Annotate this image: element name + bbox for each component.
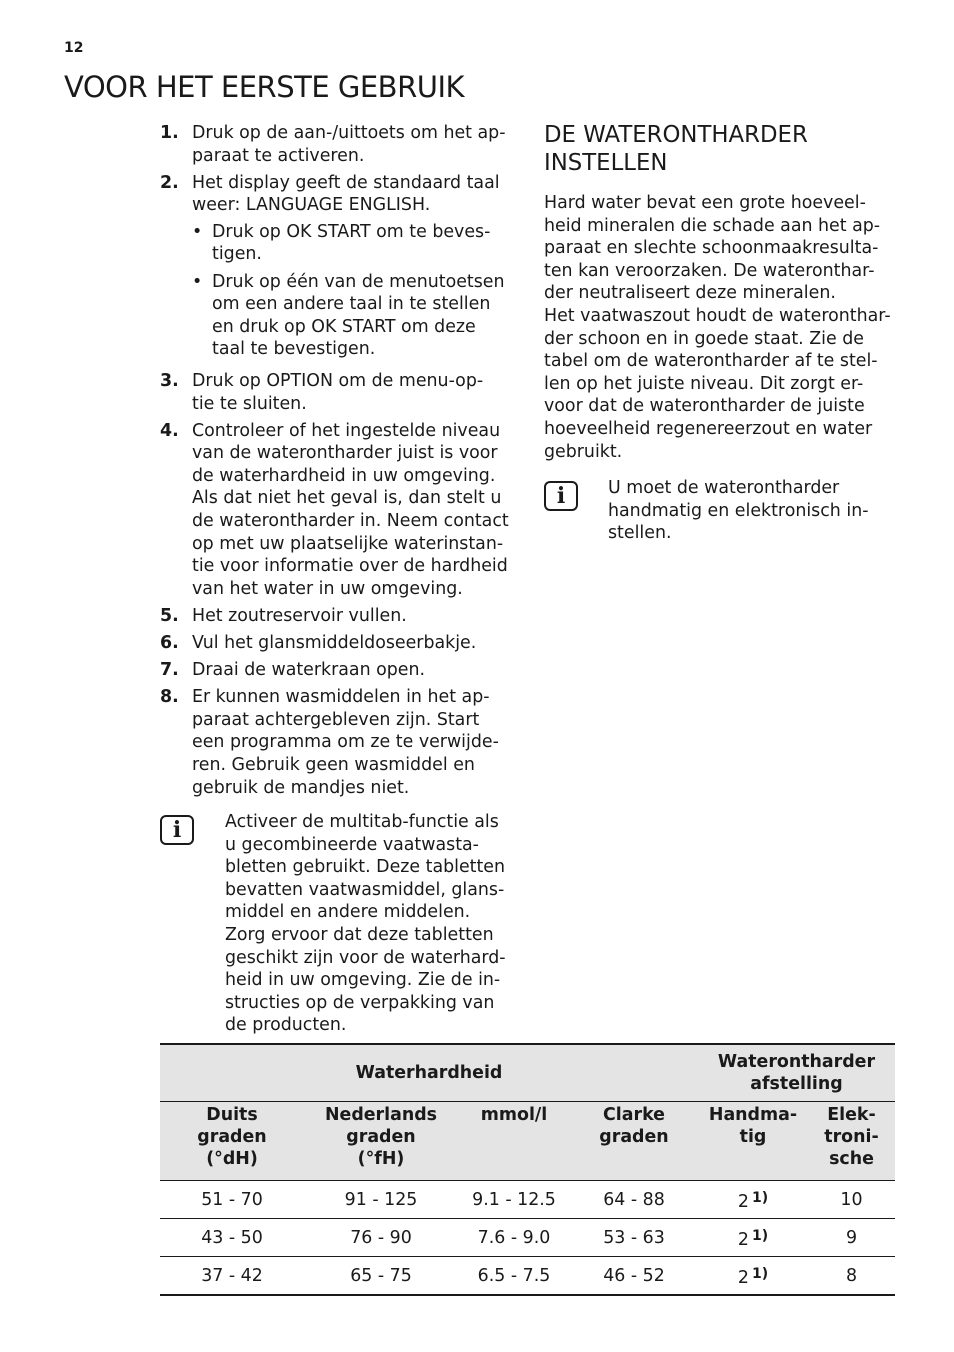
footnote-mark: 1) [751, 1227, 769, 1244]
manual-value: 2 [737, 1267, 749, 1288]
table-column-header [160, 1102, 895, 1181]
step-text: Druk op de aan-/uittoets om het ap- paraat te activeren. [192, 123, 506, 166]
section-paragraph: Hard water bevat een grote hoeveel- heid mineralen die schade aan het ap- paraat en slechte schoonmaakresulta- ten kan veroorzaken. De wateronthar- der neutraliseert deze mineralen. Het vaatwaszout houdt de wateronthar- der schoon en in goede staat. Zie de tabel om de waterontharder af te stel- len op het juiste niveau. Dit zorgt er- voor dat de waterontharder de juiste hoeveelheid regenereerzout en water gebruikt. [544, 193, 891, 462]
header-softener-setting: Waterontharder afstelling [698, 1044, 895, 1102]
bullet-text: Druk op één van de menutoetsen om een andere taal in te stellen en druk op OK START om deze taal te bevestigen. [212, 271, 505, 360]
footnote-mark: 1) [751, 1189, 769, 1206]
cell-electronic: 10 [808, 1181, 895, 1219]
info-icon: i [544, 481, 578, 511]
section-title: DE WATERONTHARDER INSTELLEN [544, 122, 808, 176]
bullet-icon: • [192, 271, 203, 292]
bullet-item [192, 271, 518, 361]
cell-clarke: 46 - 52 [570, 1257, 698, 1296]
cell-clarke: 53 - 63 [570, 1219, 698, 1257]
info-note-softener [544, 477, 896, 545]
water-hardness-table [160, 1043, 895, 1296]
cell-fh: 76 - 90 [304, 1219, 458, 1257]
cell-dh: 37 - 42 [160, 1257, 304, 1296]
step-5 [160, 605, 518, 628]
step-number: 5. [160, 605, 179, 626]
cell-fh: 91 - 125 [304, 1181, 458, 1219]
table-row [160, 1181, 895, 1219]
col-mmol: mmol/l [458, 1102, 570, 1181]
cell-manual [698, 1257, 808, 1296]
cell-fh: 65 - 75 [304, 1257, 458, 1296]
manual-value: 2 [737, 1229, 749, 1250]
step-text: Druk op OPTION om de menu-op- tie te sluiten. [192, 370, 484, 414]
cell-dh: 51 - 70 [160, 1181, 304, 1219]
step-text: Het display geeft de standaard taal weer: LANGUAGE ENGLISH. [192, 172, 500, 216]
step-8 [160, 686, 518, 799]
info-note-multitab [160, 811, 520, 1037]
col-electronic: Elek- troni- sche [808, 1102, 895, 1181]
step-4 [160, 420, 518, 601]
cell-electronic: 8 [808, 1257, 895, 1296]
footnote-mark: 1) [751, 1265, 769, 1282]
step-text: Vul het glansmiddeldoseerbakje. [192, 632, 477, 653]
cell-manual [698, 1181, 808, 1219]
cell-clarke: 64 - 88 [570, 1181, 698, 1219]
table-group-header [160, 1044, 895, 1102]
step-number: 7. [160, 660, 179, 681]
step-text: Het zoutreservoir vullen. [192, 605, 407, 626]
bullet-list [192, 221, 518, 361]
step-number: 1. [160, 123, 179, 143]
step-7 [160, 659, 518, 682]
bullet-icon: • [192, 221, 203, 242]
step-number: 8. [160, 687, 179, 708]
step-text: Er kunnen wasmiddelen in het ap- paraat achtergebleven zijn. Start een programma om ze te verwijde- ren. Gebruik geen wasmiddel en gebruik de mandjes niet. [192, 687, 499, 798]
step-number: 6. [160, 632, 179, 653]
col-clarke: Clarke graden [570, 1102, 698, 1181]
info-icon: i [160, 815, 194, 845]
table-row [160, 1257, 895, 1296]
manual-value: 2 [737, 1191, 749, 1212]
step-3 [160, 370, 518, 415]
step-6 [160, 632, 518, 655]
col-dutch-degrees: Nederlands graden (°fH) [304, 1102, 458, 1181]
step-number: 3. [160, 370, 179, 391]
cell-mmol: 9.1 - 12.5 [458, 1181, 570, 1219]
info-text: Activeer de multitab-functie als u gecombineerde vaatwasta- bletten gebruikt. Deze tabletten bevatten vaatwasmiddel, glans- middel en andere middelen. Zorg ervoor dat deze tabletten geschikt zijn voor de waterhard- heid in uw omgeving. Zie de in- structies op de verpakking van de producten. [225, 812, 506, 1036]
step-1 [160, 122, 518, 167]
step-text: Controleer of het ingestelde niveau van de waterontharder juist is voor de waterhardheid in uw omgeving. Als dat niet het geval is, dan stelt u de waterontharder in. Neem contact op met uw plaatselijke waterinstan- tie voor informatie over de hardheid van het water in uw omgeving. [192, 420, 509, 599]
step-2 [160, 172, 518, 366]
bullet-item [192, 221, 518, 266]
softener-section [544, 122, 896, 545]
page-title: VOOR HET EERSTE GEBRUIK [64, 70, 465, 104]
cell-mmol: 7.6 - 9.0 [458, 1219, 570, 1257]
col-german-degrees: Duits graden (°dH) [160, 1102, 304, 1181]
step-number: 2. [160, 172, 179, 193]
table-row [160, 1219, 895, 1257]
page-number: 12 [64, 40, 84, 56]
header-water-hardness: Waterhardheid [160, 1044, 698, 1102]
cell-electronic: 9 [808, 1219, 895, 1257]
steps-list [160, 122, 518, 804]
step-text: Draai de waterkraan open. [192, 660, 426, 681]
cell-dh: 43 - 50 [160, 1219, 304, 1257]
info-text: U moet de waterontharder handmatig en elektronisch in- stellen. [608, 478, 869, 544]
bullet-text: Druk op OK START om te beves- tigen. [212, 221, 491, 265]
step-number: 4. [160, 420, 179, 441]
col-manual: Handma- tig [698, 1102, 808, 1181]
cell-manual [698, 1219, 808, 1257]
cell-mmol: 6.5 - 7.5 [458, 1257, 570, 1296]
